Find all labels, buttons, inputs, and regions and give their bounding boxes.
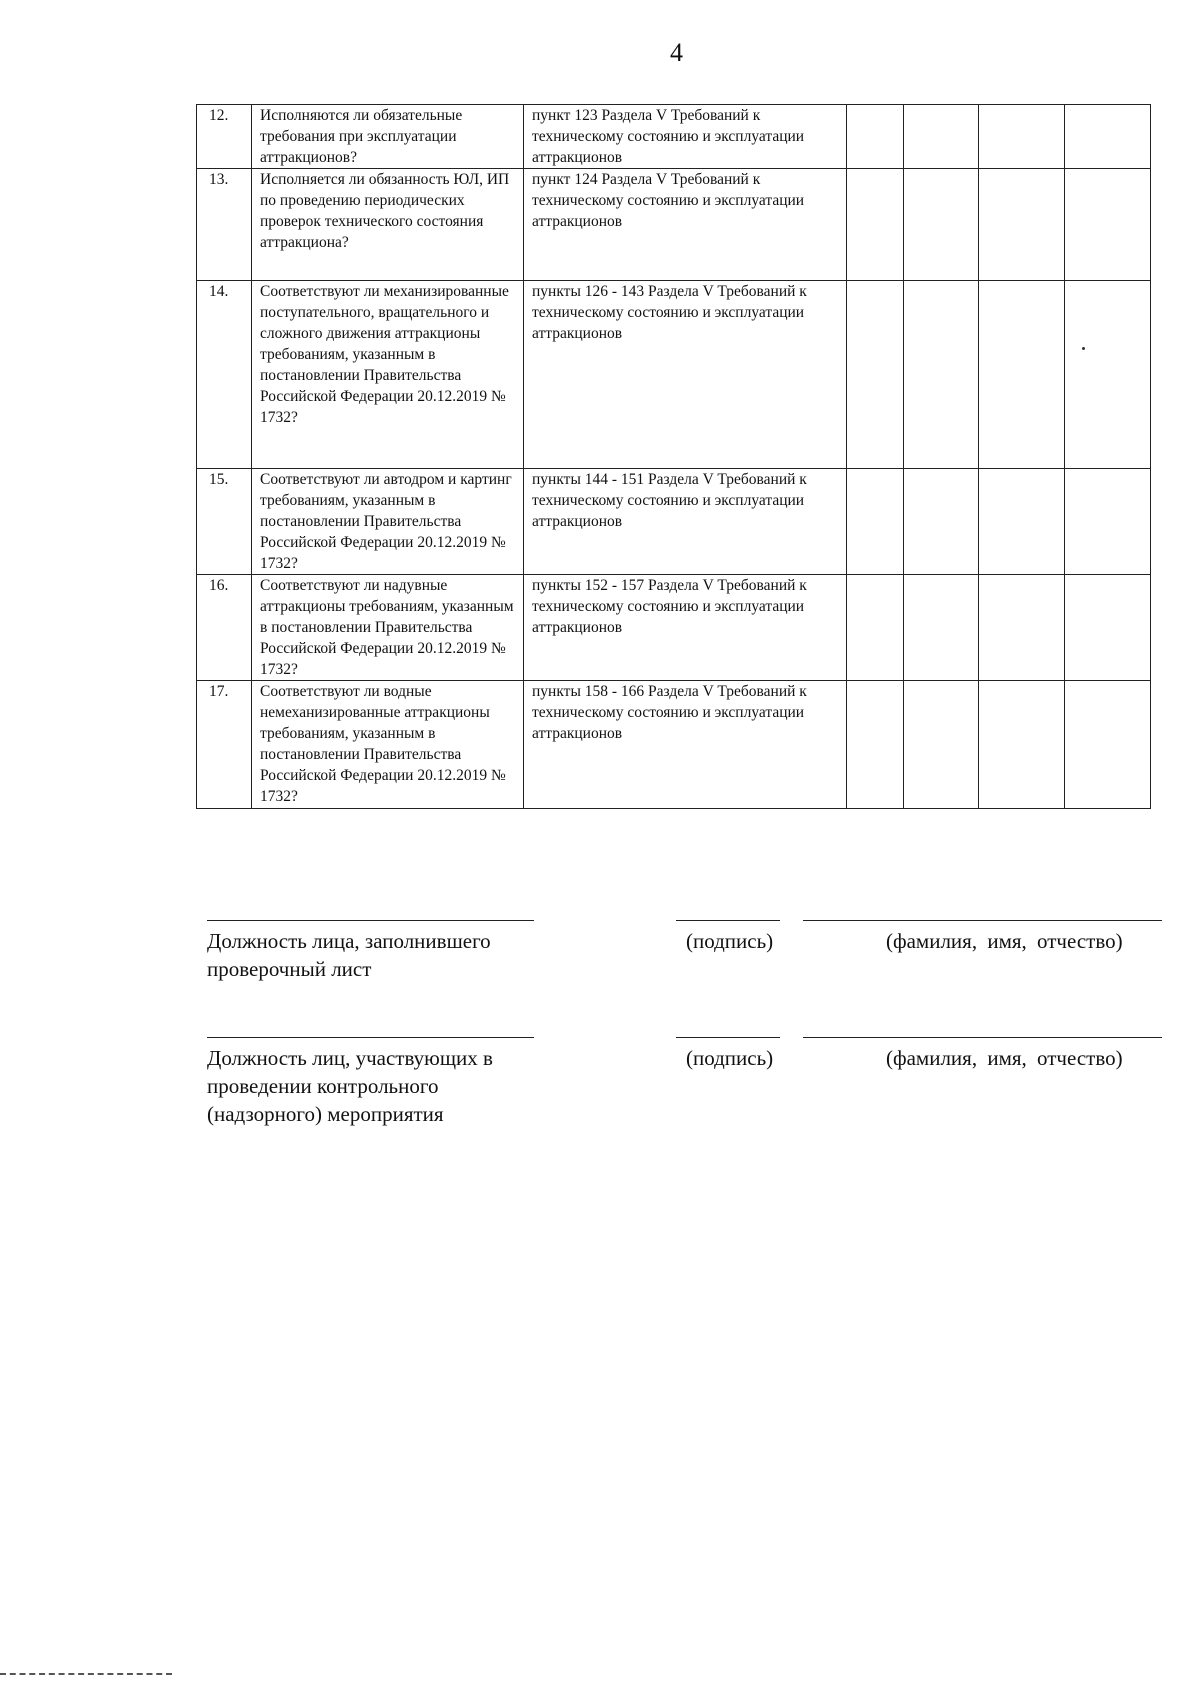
table-row — [197, 469, 1151, 575]
row-reference: пункты 158 - 166 Раздела V Требований к техническому состоянию и эксплуатации аттракционов — [524, 681, 847, 809]
position-label: Должность лиц, участвующих в проведении контрольного (надзорного) мероприятия — [207, 1046, 493, 1126]
row-reference: пункты 144 - 151 Раздела V Требований к техническому состоянию и эксплуатации аттракционов — [524, 469, 847, 575]
row-number: 16. — [197, 575, 252, 681]
scan-speck — [1082, 347, 1085, 350]
answer-cell-yes — [847, 469, 904, 575]
answer-cell-note — [1065, 681, 1151, 809]
answer-cell-no — [904, 281, 979, 469]
answer-cell-na — [979, 169, 1065, 281]
table-row — [197, 681, 1151, 809]
answer-cell-no — [904, 469, 979, 575]
answer-cell-no — [904, 105, 979, 169]
name-line — [803, 920, 1162, 921]
position-line — [207, 1037, 534, 1038]
answer-cell-yes — [847, 681, 904, 809]
row-number: 12. — [197, 105, 252, 169]
table-row — [197, 105, 1151, 169]
row-question: Соответствуют ли механизированные поступательного, вращательного и сложного движения аттракционы требованиям, указанным в постановлении Правительства Российской Федерации 20.12.2019 № 1732? — [252, 281, 524, 469]
answer-cell-yes — [847, 281, 904, 469]
answer-cell-note — [1065, 169, 1151, 281]
row-question: Соответствуют ли автодром и картинг требованиям, указанным в постановлении Правительства Российской Федерации 20.12.2019 № 1732? — [252, 469, 524, 575]
table-row — [197, 169, 1151, 281]
answer-cell-na — [979, 469, 1065, 575]
signature-line — [676, 920, 780, 921]
answer-cell-na — [979, 105, 1065, 169]
row-reference: пункт 124 Раздела V Требований к техническому состоянию и эксплуатации аттракционов — [524, 169, 847, 281]
row-number: 15. — [197, 469, 252, 575]
row-question: Соответствуют ли водные немеханизированные аттракционы требованиям, указанным в постановлении Правительства Российской Федерации 20.12.2019 № 1732? — [252, 681, 524, 809]
signature-label: (подпись) — [686, 929, 774, 953]
checklist-table — [196, 104, 1151, 809]
name-line — [803, 1037, 1162, 1038]
answer-cell-na — [979, 575, 1065, 681]
row-reference: пункт 123 Раздела V Требований к техническому состоянию и эксплуатации аттракционов — [524, 105, 847, 169]
answer-cell-yes — [847, 575, 904, 681]
scan-edge-line — [0, 1673, 172, 1675]
row-question: Соответствуют ли надувные аттракционы требованиям, указанным в постановлении Правительства Российской Федерации 20.12.2019 № 1732? — [252, 575, 524, 681]
row-number: 17. — [197, 681, 252, 809]
signature-label: (подпись) — [686, 1046, 774, 1070]
page-number: 4 — [670, 38, 683, 67]
answer-cell-no — [904, 575, 979, 681]
answer-cell-na — [979, 681, 1065, 809]
table-row — [197, 281, 1151, 469]
table-row — [197, 575, 1151, 681]
name-label: (фамилия, имя, отчество) — [886, 1046, 1123, 1070]
position-label: Должность лица, заполнившего проверочный лист — [207, 929, 491, 981]
row-reference: пункты 126 - 143 Раздела V Требований к техническому состоянию и эксплуатации аттракционов — [524, 281, 847, 469]
row-number: 14. — [197, 281, 252, 469]
answer-cell-yes — [847, 169, 904, 281]
answer-cell-note — [1065, 105, 1151, 169]
row-reference: пункты 152 - 157 Раздела V Требований к техническому состоянию и эксплуатации аттракционов — [524, 575, 847, 681]
row-question: Исполняются ли обязательные требования при эксплуатации аттракционов? — [252, 105, 524, 169]
answer-cell-yes — [847, 105, 904, 169]
answer-cell-note — [1065, 469, 1151, 575]
answer-cell-note — [1065, 281, 1151, 469]
answer-cell-na — [979, 281, 1065, 469]
answer-cell-note — [1065, 575, 1151, 681]
position-line — [207, 920, 534, 921]
name-label: (фамилия, имя, отчество) — [886, 929, 1123, 953]
signature-line — [676, 1037, 780, 1038]
answer-cell-no — [904, 169, 979, 281]
answer-cell-no — [904, 681, 979, 809]
row-number: 13. — [197, 169, 252, 281]
row-question: Исполняется ли обязанность ЮЛ, ИП по проведению периодических проверок технического состояния аттракциона? — [252, 169, 524, 281]
